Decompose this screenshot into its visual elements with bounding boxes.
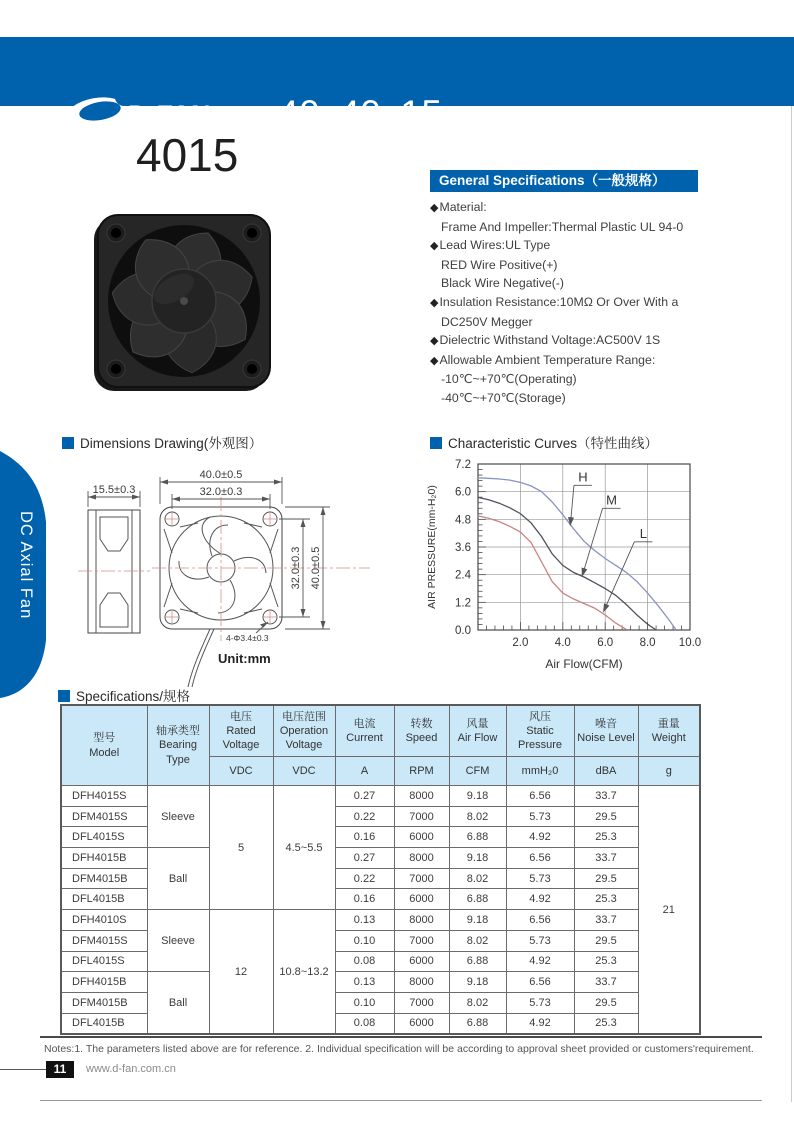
svg-text:6.0: 6.0	[455, 486, 471, 499]
curve-L	[478, 516, 626, 630]
header-bar	[0, 37, 794, 134]
header-product-text: DC Axial Fan	[502, 107, 631, 130]
unit-operation: VDC	[273, 757, 335, 786]
svg-text:0.0: 0.0	[455, 625, 471, 637]
cell-pressure: 5.73	[506, 992, 574, 1013]
cell-pressure: 4.92	[506, 951, 574, 972]
page-number: 11	[46, 1061, 74, 1078]
col-header-bearing: 轴承类型 Bearing Type	[147, 705, 209, 786]
cell-bearing: Ball	[147, 972, 209, 1035]
dim-hole-pitch-v: 32.0±0.3	[290, 546, 302, 590]
cell-speed: 8000	[394, 786, 449, 807]
cell-model: DFH4015B	[61, 848, 147, 869]
col-header-noise: 噪音 Noise Level	[574, 705, 638, 757]
general-spec-item: RED Wire Positive(+)	[441, 257, 558, 272]
cell-airflow: 9.18	[449, 848, 506, 869]
svg-text:1.2: 1.2	[455, 597, 471, 610]
page-number-line	[0, 1069, 46, 1070]
cell-speed: 7000	[394, 806, 449, 827]
dim-mounting-holes: 4-Φ3.4±0.3	[226, 633, 269, 643]
general-spec-item: ◆Allowable Ambient Temperature Range:	[430, 352, 656, 367]
svg-text:10.0: 10.0	[678, 637, 702, 649]
curve-label-L: L	[639, 525, 647, 541]
cell-noise: 29.5	[574, 868, 638, 889]
cell-operation-voltage: 10.8~13.2	[273, 910, 335, 1035]
website-url: www.d-fan.com.cn	[86, 1063, 176, 1075]
col-header-pressure: 风压 Static Pressure	[506, 705, 574, 757]
cell-pressure: 6.56	[506, 786, 574, 807]
cell-pressure: 5.73	[506, 930, 574, 951]
cell-airflow: 8.02	[449, 868, 506, 889]
cell-noise: 25.3	[574, 951, 638, 972]
dim-outer-height: 40.0±0.5	[310, 546, 322, 590]
unit-pressure: mmH₂0	[506, 757, 574, 786]
cell-noise: 25.3	[574, 827, 638, 848]
spec-row	[61, 848, 700, 869]
cell-current: 0.13	[335, 910, 394, 931]
cell-pressure: 4.92	[506, 827, 574, 848]
col-header-operation: 电压范围 Operation Voltage	[273, 705, 335, 757]
model-number-title: 4015	[136, 129, 239, 181]
svg-text:2.4: 2.4	[455, 569, 471, 582]
svg-text:6.0: 6.0	[597, 637, 614, 649]
specs-section-title: Specifications/规格	[58, 685, 190, 705]
cell-speed: 6000	[394, 951, 449, 972]
diamond-bullet-icon: ◆	[430, 240, 439, 253]
svg-text:8.0: 8.0	[639, 637, 656, 649]
cell-pressure: 6.56	[506, 848, 574, 869]
cell-current: 0.27	[335, 786, 394, 807]
cell-weight: 21	[638, 786, 700, 1035]
unit-current: A	[335, 757, 394, 786]
cell-speed: 8000	[394, 910, 449, 931]
cell-model: DFL4015B	[61, 1013, 147, 1034]
cell-model: DFL4015S	[61, 951, 147, 972]
y-axis-title: AIR PRESSURE(mm-H₂0)	[426, 485, 438, 609]
cell-pressure: 4.92	[506, 1013, 574, 1034]
cell-airflow: 6.88	[449, 1013, 506, 1034]
cell-airflow: 8.02	[449, 992, 506, 1013]
cell-bearing: Sleeve	[147, 910, 209, 972]
general-spec-item: Black Wire Negative(-)	[441, 276, 564, 291]
cell-speed: 8000	[394, 972, 449, 993]
curve-label-M: M	[606, 492, 617, 508]
cell-current: 0.10	[335, 930, 394, 951]
dim-outer-width: 40.0±0.5	[199, 469, 243, 481]
col-header-airflow: 风量 Air Flow	[449, 705, 506, 757]
cell-current: 0.08	[335, 1013, 394, 1034]
header-size-text: 40x40x15mm	[278, 93, 506, 134]
cell-model: DFH4015S	[61, 786, 147, 807]
cell-airflow: 9.18	[449, 910, 506, 931]
dim-side-width: 15.5±0.3	[92, 484, 136, 496]
cell-airflow: 9.18	[449, 786, 506, 807]
general-spec-item: DC250V Megger	[441, 314, 533, 329]
curves-section-title: Characteristic Curves（特性曲线）	[430, 432, 658, 452]
cell-noise: 29.5	[574, 992, 638, 1013]
spec-table	[60, 704, 701, 1035]
cell-bearing: Sleeve	[147, 786, 209, 848]
cell-bearing: Ball	[147, 848, 209, 910]
cell-current: 0.13	[335, 972, 394, 993]
svg-text:3.6: 3.6	[455, 542, 471, 554]
curve-M	[478, 497, 656, 630]
cell-noise: 25.3	[574, 1013, 638, 1034]
col-header-speed: 转数 Speed	[394, 705, 449, 757]
cell-model: DFM4015S	[61, 930, 147, 951]
curve-H	[478, 478, 676, 630]
cell-speed: 7000	[394, 992, 449, 1013]
cell-noise: 29.5	[574, 930, 638, 951]
unit-label: Unit:mm	[218, 651, 271, 666]
cell-model: DFM4015B	[61, 992, 147, 1013]
page-right-border	[791, 106, 792, 1102]
col-header-weight: 重量 Weight	[638, 705, 700, 757]
cell-pressure: 5.73	[506, 868, 574, 889]
diamond-bullet-icon: ◆	[430, 296, 439, 309]
cell-speed: 7000	[394, 868, 449, 889]
fan-product-photo	[92, 205, 277, 400]
unit-weight: g	[638, 757, 700, 786]
diamond-bullet-icon: ◆	[430, 202, 439, 214]
spec-row	[61, 972, 700, 993]
cell-model: DFM4015S	[61, 806, 147, 827]
cell-current: 0.10	[335, 992, 394, 1013]
cell-speed: 6000	[394, 1013, 449, 1034]
cell-rated-voltage: 12	[209, 910, 273, 1035]
cell-pressure: 6.56	[506, 972, 574, 993]
cell-model: DFL4015B	[61, 889, 147, 910]
cell-airflow: 8.02	[449, 930, 506, 951]
characteristic-curves-chart	[420, 452, 720, 687]
cell-current: 0.22	[335, 868, 394, 889]
general-spec-item: ◆Dielectric Withstand Voltage:AC500V 1S	[430, 333, 661, 348]
svg-text:4.8: 4.8	[455, 514, 471, 527]
cell-current: 0.22	[335, 806, 394, 827]
general-spec-item: -40℃~+70℃(Storage)	[441, 390, 566, 405]
cell-airflow: 9.18	[449, 972, 506, 993]
notes-text: Notes:1. The parameters listed above are for reference. 2. Individual specification will be according to approval sheet provided or customers'requirement.	[44, 1043, 754, 1055]
cell-operation-voltage: 4.5~5.5	[273, 786, 335, 910]
cell-current: 0.16	[335, 827, 394, 848]
general-spec-item: -10℃~+70℃(Operating)	[441, 372, 577, 387]
diamond-bullet-icon: ◆	[430, 335, 439, 348]
svg-text:2.0: 2.0	[512, 637, 529, 649]
cell-model: DFH4010S	[61, 910, 147, 931]
cell-speed: 8000	[394, 848, 449, 869]
x-axis-title: Air Flow(CFM)	[545, 657, 623, 671]
cell-pressure: 6.56	[506, 910, 574, 931]
col-header-rated: 电压 Rated Voltage	[209, 705, 273, 757]
cell-rated-voltage: 5	[209, 786, 273, 910]
general-spec-item: Frame And Impeller:Thermal Plastic UL 94-0	[441, 219, 684, 234]
dimensions-drawing	[60, 455, 420, 695]
cell-noise: 25.3	[574, 889, 638, 910]
cell-pressure: 4.92	[506, 889, 574, 910]
general-spec-item: ◆Lead Wires:UL Type	[430, 238, 551, 253]
cell-model: DFM4015B	[61, 868, 147, 889]
cell-airflow: 8.02	[449, 806, 506, 827]
cell-speed: 7000	[394, 930, 449, 951]
cell-model: DFH4015B	[61, 972, 147, 993]
cell-speed: 6000	[394, 889, 449, 910]
cell-airflow: 6.88	[449, 951, 506, 972]
cell-model: DFL4015S	[61, 827, 147, 848]
side-tab-label: DC Axial Fan	[17, 511, 35, 620]
spec-row	[61, 786, 700, 807]
unit-airflow: CFM	[449, 757, 506, 786]
cell-noise: 33.7	[574, 848, 638, 869]
svg-text:7.2: 7.2	[455, 459, 471, 471]
col-header-current: 电流 Current	[335, 705, 394, 757]
general-spec-item: ◆Insulation Resistance:10MΩ Or Over With a	[430, 294, 679, 309]
general-spec-item: ◆Material:	[430, 200, 487, 214]
unit-speed: RPM	[394, 757, 449, 786]
dim-hole-pitch-h: 32.0±0.3	[199, 486, 243, 498]
cell-current: 0.16	[335, 889, 394, 910]
curve-label-H: H	[578, 469, 588, 485]
brand-name: D-FAN	[128, 100, 211, 130]
section-square-icon	[62, 437, 74, 449]
col-header-model: 型号 Model	[61, 705, 147, 786]
unit-rated: VDC	[209, 757, 273, 786]
cell-pressure: 5.73	[506, 806, 574, 827]
cell-noise: 33.7	[574, 786, 638, 807]
centerlines	[78, 497, 370, 641]
cell-noise: 33.7	[574, 910, 638, 931]
general-specs-header: General Specifications（一般规格）	[430, 170, 698, 192]
spec-row	[61, 910, 700, 931]
cell-noise: 33.7	[574, 972, 638, 993]
diamond-bullet-icon: ◆	[430, 354, 439, 367]
section-square-icon	[430, 437, 442, 449]
bottom-border	[40, 1100, 762, 1101]
cell-speed: 6000	[394, 827, 449, 848]
cell-noise: 29.5	[574, 806, 638, 827]
cell-current: 0.08	[335, 951, 394, 972]
unit-noise: dBA	[574, 757, 638, 786]
cell-airflow: 6.88	[449, 889, 506, 910]
cell-current: 0.27	[335, 848, 394, 869]
svg-text:4.0: 4.0	[554, 637, 571, 649]
notes-separator	[40, 1036, 762, 1038]
cell-airflow: 6.88	[449, 827, 506, 848]
general-specs-list	[430, 198, 730, 408]
dimensions-section-title: Dimensions Drawing(外观图）	[62, 432, 262, 452]
